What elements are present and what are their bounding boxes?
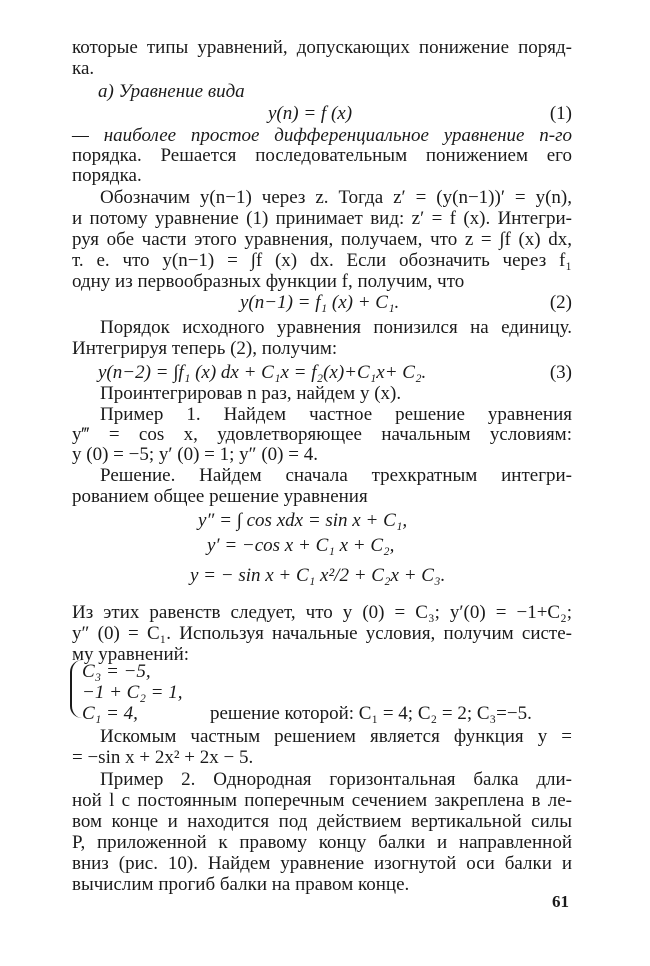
text-line-21: y″ (0) = C₁. Используя начальные условия, получим систе- [72, 623, 572, 644]
text-line-17: y (0) = −5; y′ (0) = 1; y″ (0) = 4. [72, 444, 318, 465]
text-line-19: рованием общее решение уравнения [72, 486, 368, 507]
text-line-30: вычислим прогиб балки на правом конце. [72, 874, 410, 895]
text-line-12: Порядок исходного уравнения понизился на единицу. [100, 317, 572, 338]
text-line-4: — наиболее простое дифференциальное уравнение n-го [72, 125, 572, 146]
text-line-28: P, приложенной к правому концу балки и направленной [72, 832, 572, 853]
text-line-14: Проинтегрировав n раз, найдем y (x). [100, 383, 402, 404]
system-row-3: C₁ = 4, [82, 703, 138, 724]
text-line-13: Интегрируя теперь (2), получим: [72, 338, 338, 359]
system-row-2: −1 + C₂ = 1, [82, 682, 183, 703]
equation-3-number: (3) [549, 362, 572, 383]
equation-1-number: (1) [549, 103, 572, 124]
system-brace [70, 660, 82, 718]
equation-2-number: (2) [549, 292, 572, 313]
text-line-5: порядка. Решается последовательным понижением его [72, 145, 572, 166]
solution-heading: Решение. Найдем сначала трехкратным интегри- [100, 465, 572, 486]
example-1-heading: Пример 1. Найдем частное решение уравнения [100, 404, 572, 425]
text-line-22: му уравнений: [72, 644, 190, 665]
section-heading: а) Уравнение вида [98, 81, 245, 102]
integration-step-3: y = − sin x + C₁ x²/2 + C₂x + C₃. [190, 565, 446, 586]
text-line-26: ной l с постоянным поперечным сечением закреплена в ле- [72, 790, 572, 811]
equation-1: y(n) = f (x) [268, 103, 353, 124]
text-line-10: т. е. что y(n−1) = ∫f (x) dx. Если обозначить через f₁ [72, 250, 572, 271]
equation-2: y(n−1) = f₁ (x) + C₁. [240, 292, 400, 313]
text-line-20: Из этих равенств следует, что y (0) = C₃; y′(0) = −1+C₂; [72, 602, 572, 623]
text-line-16: y‴ = cos x, удовлетворяющее начальным условиям: [72, 424, 572, 445]
text-line-24: = −sin x + 2x² + 2x − 5. [72, 747, 254, 768]
text-line-7: Обозначим y(n−1) через z. Тогда z′ = (y(n−1))′ = y(n), [100, 187, 572, 208]
integration-step-1: y″ = ∫ cos xdx = sin x + C₁, [198, 510, 408, 531]
integration-step-2: y′ = −cos x + C₁ x + C₂, [207, 535, 395, 556]
system-solution: решение которой: C₁ = 4; C₂ = 2; C₃=−5. [210, 703, 532, 724]
text-line-6: порядка. [72, 165, 142, 186]
example-2-heading: Пример 2. Однородная горизонтальная балка дли- [100, 769, 572, 790]
text-line-29: вниз (рис. 10). Найдем уравнение изогнутой оси балки и [72, 853, 572, 874]
text-line-23: Искомым частным решением является функция y = [100, 726, 572, 747]
text-line-8: и потому уравнение (1) принимает вид: z′ = f (x). Интегри- [72, 208, 572, 229]
text-line-11: одну из первообразных функции f, получим, что [72, 271, 465, 292]
text-line-2: ка. [72, 58, 95, 79]
equation-3: y(n−2) = ∫f₁ (x) dx + C₁x = f₂(x)+C₁x+ C₂. [98, 362, 427, 383]
text-line-1: которые типы уравнений, допускающих понижение поряд- [72, 37, 572, 58]
page-number: 61 [552, 892, 569, 911]
system-row-1: C₃ = −5, [82, 661, 151, 682]
text-line-27: вом конце и находится под действием вертикальной силы [72, 811, 572, 832]
text-line-9: руя обе части этого уравнения, получаем, что z = ∫f (x) dx, [72, 229, 572, 250]
